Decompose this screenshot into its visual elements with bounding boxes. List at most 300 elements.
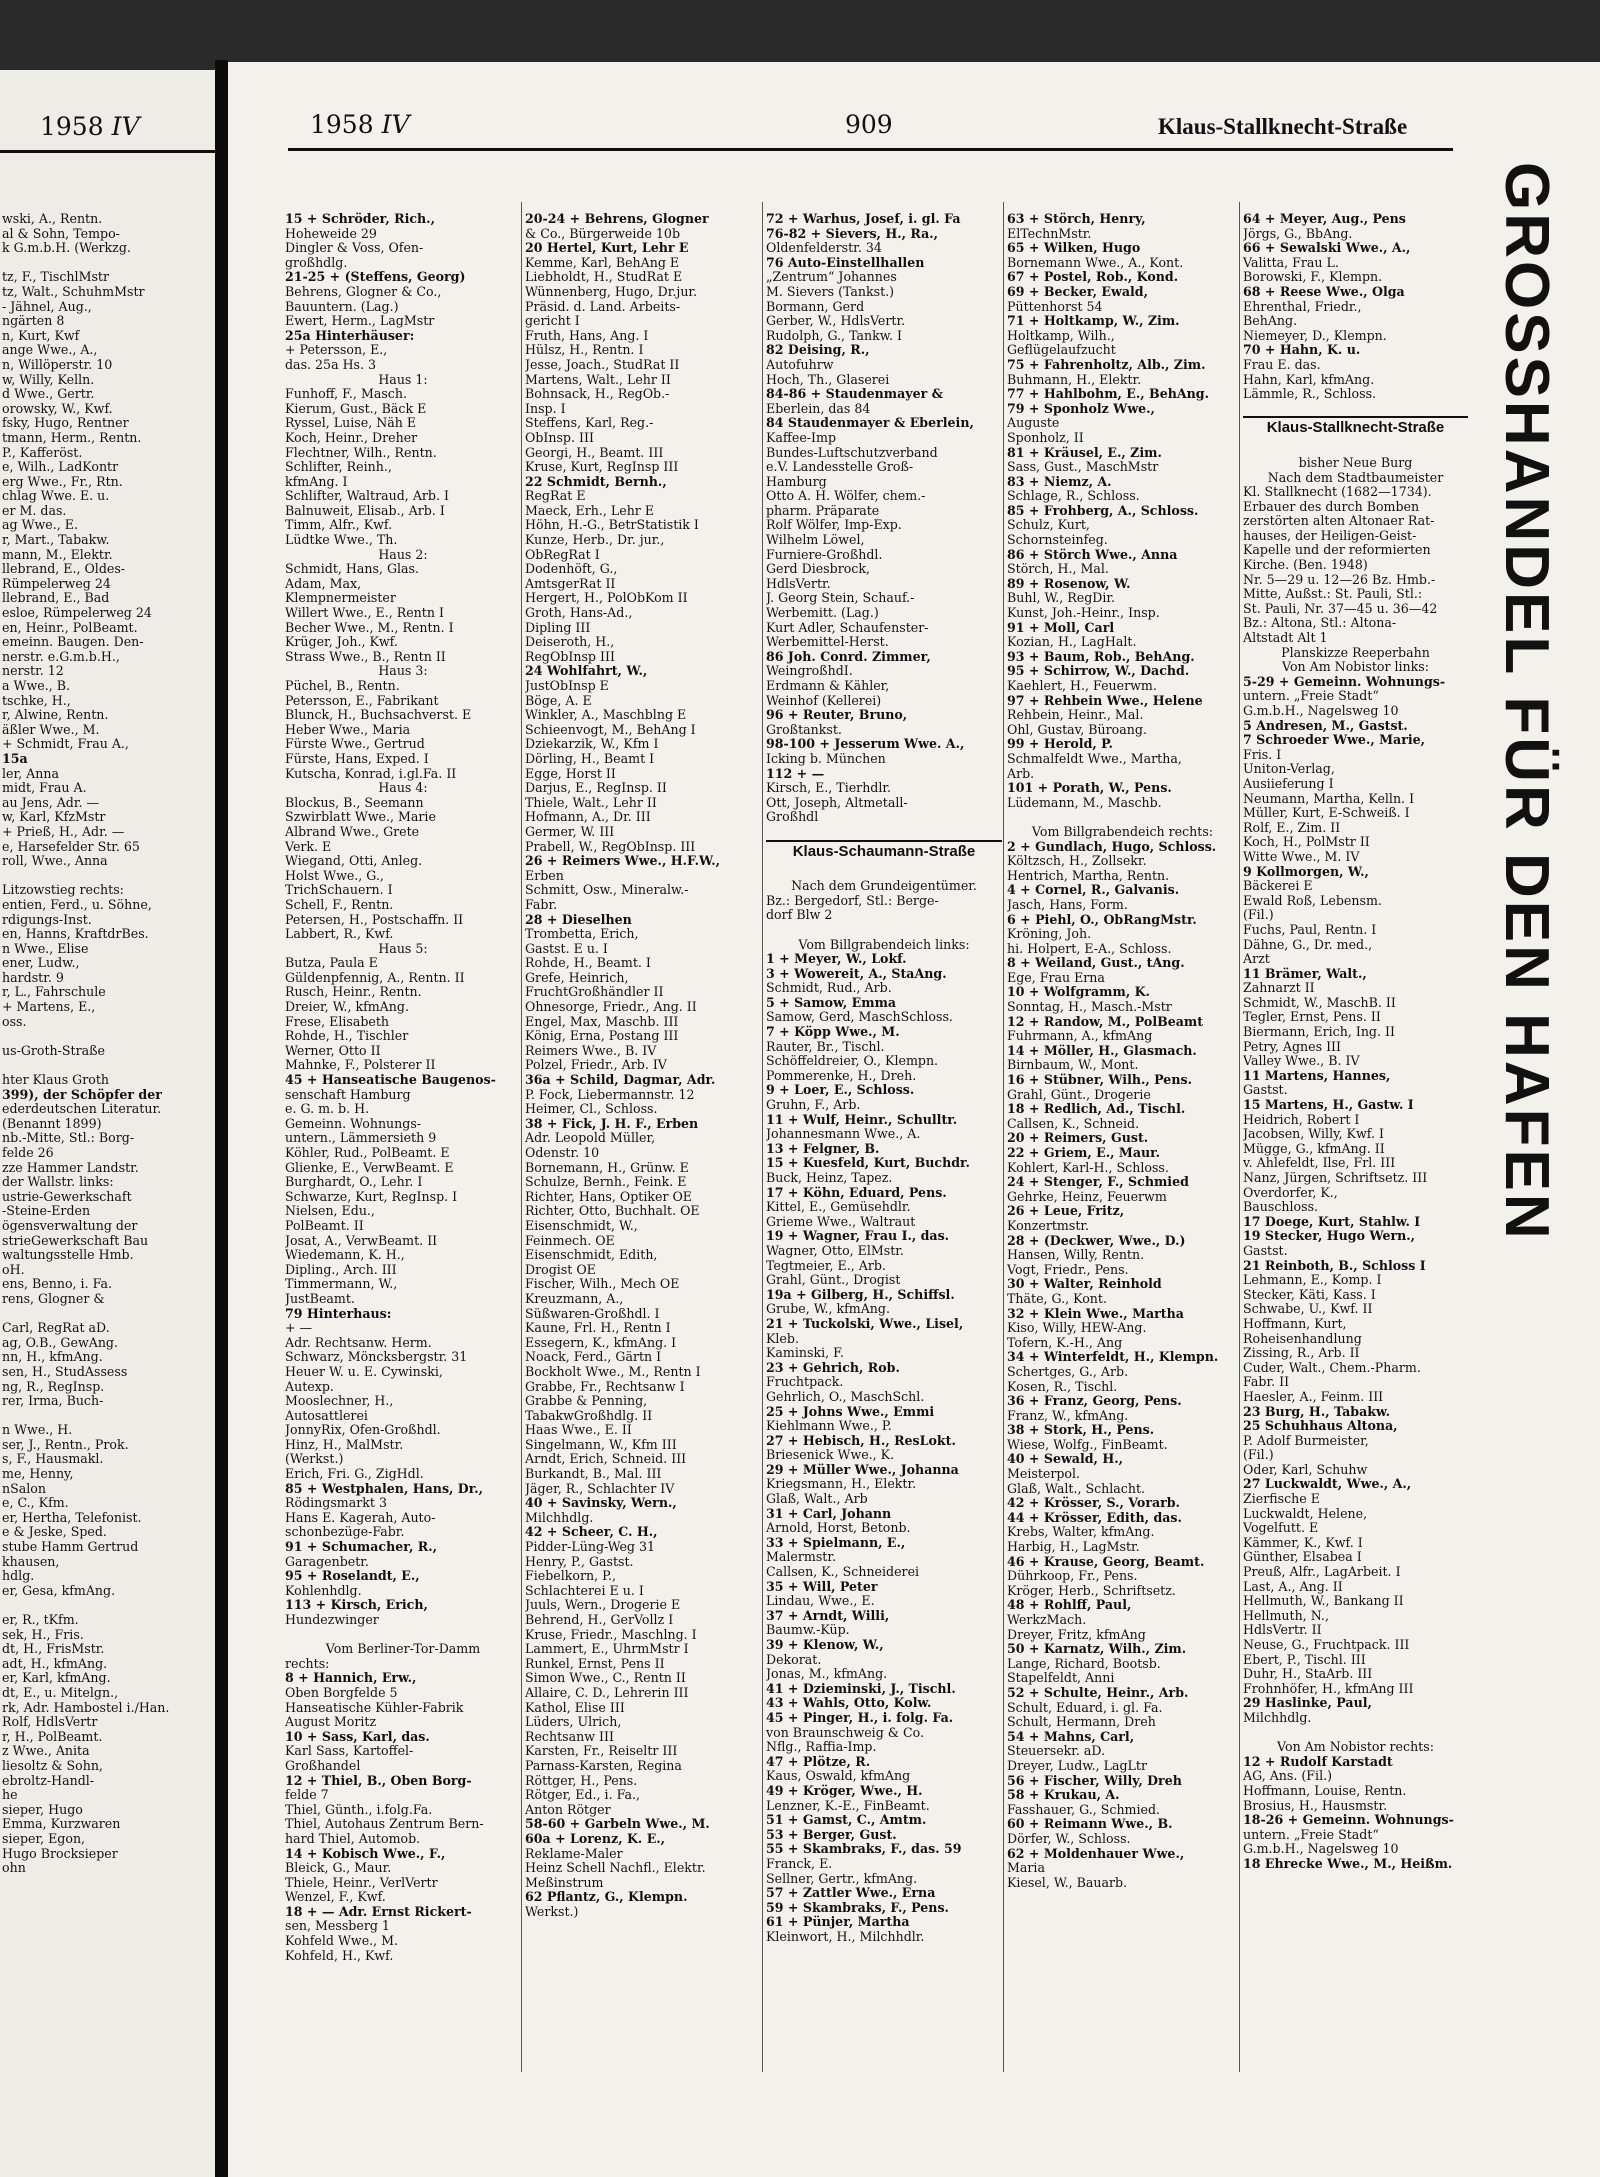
directory-entry: r, L., Fahrschule — [2, 984, 106, 1000]
directory-entry: 72 + Warhus, Josef, i. gl. Fa — [766, 212, 961, 226]
directory-entry: BehAng. — [1243, 313, 1298, 329]
directory-entry: Vom Billgrabendeich links: — [798, 936, 970, 952]
column-divider — [1239, 202, 1240, 2072]
directory-entry — [2, 1409, 212, 1424]
directory-entry: 83 + Niemz, A. — [1007, 473, 1112, 489]
directory-entry: Maeck, Erh., Lehr E — [525, 502, 655, 518]
directory-column-5 — [1243, 212, 1468, 2062]
directory-entry: Heidrich, Robert I — [1243, 1111, 1360, 1127]
directory-entry: Baumw.-Küp. — [766, 1622, 850, 1638]
directory-entry: Schieenvogt, M., BehAng I — [525, 721, 696, 737]
directory-entry: 79 + Sponholz Wwe., — [1007, 400, 1155, 416]
directory-entry: 42 + Krösser, S., Vorarb. — [1007, 1495, 1180, 1511]
directory-entry: 64 + Meyer, Aug., Pens — [1243, 212, 1406, 226]
directory-entry: Hans E. Kagerah, Auto- — [285, 1509, 436, 1525]
directory-entry: llebrand, E., Bad — [2, 590, 110, 606]
directory-entry: Hoffmann, Louise, Rentn. — [1243, 1782, 1407, 1798]
directory-entry: 54 + Mahns, Carl, — [1007, 1728, 1135, 1744]
directory-entry: 48 + Rohlff, Paul, — [1007, 1597, 1132, 1613]
directory-entry: 7 + Köpp Wwe., M. — [766, 1024, 900, 1040]
directory-entry: FruchtGroßhändler II — [525, 984, 664, 1000]
directory-entry: Hamburg — [766, 473, 827, 489]
directory-entry: Fischer, Wilh., Mech OE — [525, 1276, 680, 1292]
directory-entry: Verk. E — [285, 838, 332, 854]
directory-entry: 66 + Sewalski Wwe., A., — [1243, 240, 1411, 256]
directory-entry: dorf Blw 2 — [766, 907, 833, 923]
directory-entry: Birnbaum, W., Mont. — [1007, 1057, 1139, 1073]
directory-entry: Kurt Adler, Schaufenster- — [766, 619, 929, 635]
directory-entry: sen, H., StudAssess — [2, 1363, 128, 1379]
directory-entry: Hentrich, Martha, Rentn. — [1007, 867, 1170, 883]
left-page-header — [40, 112, 140, 141]
directory-entry: Kittel, E., Gemüsehdlr. — [766, 1199, 911, 1215]
directory-entry: 82 Deising, R., — [766, 342, 870, 358]
directory-entry: Karl Sass, Kartoffel- — [285, 1743, 414, 1759]
directory-entry: Kiso, Willy, HEW-Ang. — [1007, 1320, 1147, 1336]
directory-entry: Bormann, Gerd — [766, 298, 865, 314]
directory-entry: nerstr. e.G.m.b.H., — [2, 648, 120, 664]
directory-column-2 — [525, 212, 761, 2062]
directory-entry: Köhler, Rud., PolBeamt. E — [285, 1145, 450, 1160]
directory-entry: Kaminski, F. — [766, 1345, 844, 1361]
directory-entry: (Fil.) — [1243, 1447, 1274, 1463]
directory-entry: G.m.b.H., Nagelsweg 10 — [1243, 1841, 1399, 1857]
directory-entry: Schöffeldreier, O., Klempn. — [766, 1053, 939, 1069]
directory-entry: Milchhdlg. — [1243, 1709, 1312, 1725]
directory-entry: Ege, Frau Erna — [1007, 969, 1105, 985]
directory-entry: Roheisenhandlung — [1243, 1330, 1362, 1346]
directory-entry: Tegler, Ernst, Pens. II — [1243, 1009, 1381, 1025]
directory-entry: Kriegsmann, H., Elektr. — [766, 1476, 917, 1492]
directory-entry: 86 + Störch Wwe., Anna — [1007, 546, 1178, 562]
directory-entry: 10 + Sass, Karl, das. — [285, 1728, 430, 1744]
directory-entry: Nielsen, Edu., — [285, 1203, 375, 1219]
directory-entry: TabakwGroßhdlg. II — [525, 1407, 653, 1423]
directory-entry: 3 + Wowereit, A., StaAng. — [766, 965, 947, 981]
directory-entry: Rudolph, G., Tankw. I — [766, 327, 903, 343]
directory-entry: Hoheweide 29 — [285, 225, 377, 241]
directory-entry: Frau E. das. — [1243, 356, 1321, 372]
directory-entry: Dekorat. — [766, 1651, 822, 1667]
directory-entry: Oben Borgfelde 5 — [285, 1684, 398, 1700]
directory-entry: 22 + Griem, E., Maur. — [1007, 1145, 1160, 1160]
directory-entry: Bäckerei E — [1243, 878, 1313, 894]
directory-entry: Gastst. — [1243, 1082, 1288, 1098]
directory-entry: Hundezwinger — [285, 1612, 379, 1627]
directory-entry: Rolf, HdlsVertr — [2, 1714, 98, 1730]
directory-entry: 27 Luckwaldt, Wwe., A., — [1243, 1476, 1412, 1492]
directory-entry: Jäger, R., Schlachter IV — [525, 1480, 675, 1496]
directory-entry: 50 + Karnatz, Wilh., Zim. — [1007, 1641, 1187, 1657]
directory-entry: Darjus, E., RegInsp. II — [525, 780, 667, 796]
directory-entry: oss. — [2, 1013, 27, 1029]
directory-entry: Geflügelaufzucht — [1007, 342, 1116, 358]
directory-entry: Simon Wwe., C., Rentn II — [525, 1670, 686, 1686]
directory-entry: Werbemittel-Herst. — [766, 634, 889, 650]
directory-entry: Dipling III — [525, 619, 591, 635]
directory-entry: 69 + Becker, Ewald, — [1007, 283, 1148, 299]
directory-entry: Hoch, Th., Glaserei — [766, 371, 890, 387]
directory-entry: zerstörten alten Altonaer Rat- — [1243, 513, 1435, 529]
directory-entry: al & Sohn, Tempo- — [2, 225, 120, 241]
directory-entry: Karsten, Fr., Reiseltr III — [525, 1743, 678, 1759]
directory-entry: Arzt — [1243, 951, 1270, 967]
directory-entry: Böge, A. E — [525, 692, 592, 708]
directory-entry: Dreier, W., kfmAng. — [285, 999, 409, 1015]
directory-entry: Valley Wwe., B. IV — [1243, 1053, 1360, 1069]
directory-entry: Zierfische E — [1243, 1491, 1320, 1507]
directory-entry — [2, 1029, 212, 1044]
directory-entry: 2 + Gundlach, Hugo, Schloss. — [1007, 838, 1217, 854]
directory-entry: Kapelle und der reformierten — [1243, 542, 1431, 558]
directory-entry: e.V. Landesstelle Groß- — [766, 459, 914, 475]
directory-entry: Kemme, Karl, BehAng E — [525, 254, 680, 270]
directory-entry: Timm, Alfr., Kwf. — [285, 517, 393, 533]
directory-entry: Schornsteinfeg. — [1007, 532, 1108, 548]
directory-entry: 37 + Arndt, Willi, — [766, 1607, 890, 1623]
directory-entry: Egge, Horst II — [525, 765, 616, 781]
directory-entry: 86 Joh. Conrd. Zimmer, — [766, 648, 931, 664]
directory-entry: Parnass-Karsten, Regina — [525, 1757, 682, 1773]
directory-entry: 32 + Klein Wwe., Martha — [1007, 1305, 1184, 1321]
directory-entry: 36a + Schild, Dagmar, Adr. — [525, 1072, 716, 1088]
directory-entry: llebrand, E., Oldes- — [2, 561, 126, 577]
directory-entry: 58 + Krukau, A. — [1007, 1787, 1120, 1803]
directory-entry: Harbig, H., LagMstr. — [1007, 1539, 1140, 1555]
directory-entry: Heimer, Cl., Schloss. — [525, 1101, 658, 1117]
directory-entry: r, Mart., Tabakw. — [2, 532, 110, 548]
directory-entry: 76-82 + Sievers, H., Ra., — [766, 225, 939, 241]
directory-entry: w, Karl, KfzMstr — [2, 809, 106, 825]
directory-entry: au Jens, Adr. — — [2, 794, 100, 810]
directory-entry: Biermann, Erich, Ing. II — [1243, 1024, 1395, 1040]
directory-entry: 62 Pflantz, G., Klempn. — [525, 1889, 688, 1905]
directory-entry: tz, Walt., SchuhmMstr — [2, 283, 145, 299]
directory-entry — [1243, 441, 1468, 456]
directory-entry: 70 + Hahn, K. u. — [1243, 342, 1361, 358]
directory-entry: Konzertmstr. — [1007, 1217, 1090, 1233]
directory-entry: tmann, Herm., Rentn. — [2, 429, 142, 445]
directory-entry: Gehrlich, O., MaschSchl. — [766, 1388, 925, 1404]
directory-entry: schonbezüge-Fabr. — [285, 1524, 405, 1540]
directory-entry: tschke, H., — [2, 692, 71, 708]
directory-entry: 57 + Zattler Wwe., Erna — [766, 1885, 936, 1901]
directory-entry: Wiedemann, K. H., — [285, 1247, 405, 1263]
directory-entry: 41 + Dzieminski, J., Tischl. — [766, 1680, 956, 1696]
directory-entry: Rohde, H., Beamt. I — [525, 955, 651, 971]
directory-entry: Essegern, K., kfmAng. I — [525, 1334, 677, 1350]
directory-entry: 113 + Kirsch, Erich, — [285, 1597, 428, 1613]
directory-entry: Güldenpfennig, A., Rentn. II — [285, 969, 465, 985]
directory-entry: 17 + Köhn, Eduard, Pens. — [766, 1184, 947, 1200]
directory-entry: Kaehlert, H., Feuerwm. — [1007, 678, 1157, 693]
directory-entry: zze Hammer Landstr. — [2, 1159, 139, 1175]
directory-entry: a Wwe., B. — [2, 678, 70, 693]
directory-entry: Allaire, C. D., Lehrerin III — [525, 1684, 689, 1700]
directory-entry: 101 + Porath, W., Pens. — [1007, 780, 1172, 796]
directory-entry: Callsen, K., Schneiderei — [766, 1564, 920, 1580]
directory-entry: Groth, Hans-Ad., — [525, 605, 633, 621]
directory-entry: Bornemann Wwe., A., Kont. — [1007, 254, 1184, 270]
directory-entry: bisher Neue Burg — [1298, 454, 1413, 470]
directory-entry: ObRegRat I — [525, 546, 600, 562]
directory-entry: Kaffee-Imp — [766, 429, 837, 445]
directory-entry: 30 + Walter, Reinhold — [1007, 1276, 1162, 1292]
directory-entry: 29 + Müller Wwe., Johanna — [766, 1461, 959, 1477]
directory-entry: Hülsz, H., Rentn. I — [525, 342, 644, 358]
directory-entry: 112 + — — [766, 765, 825, 781]
directory-entry: Ewert, Herm., LagMstr — [285, 313, 435, 329]
directory-entry: Richter, Otto, Buchhalt. OE — [525, 1203, 700, 1219]
directory-entry: Werkst.) — [525, 1903, 579, 1919]
directory-entry: 22 Schmidt, Bernh., — [525, 473, 667, 489]
directory-entry: r, Alwine, Rentn. — [2, 707, 109, 723]
directory-entry: 95 + Schirrow, W., Dachd. — [1007, 663, 1190, 679]
directory-entry: Dingler & Voss, Ofen- — [285, 240, 424, 256]
directory-entry: sek, H., Fris. — [2, 1626, 84, 1642]
directory-entry: ElTechnMstr. — [1007, 225, 1092, 241]
directory-entry: rer, Irma, Buch- — [2, 1393, 104, 1409]
directory-entry: Gehrke, Heinz, Feuerwm — [1007, 1188, 1167, 1204]
directory-entry — [2, 1307, 212, 1322]
directory-entry: Thiele, Walt., Lehr II — [525, 794, 657, 810]
directory-entry: Ott, Joseph, Altmetall- — [766, 794, 908, 810]
directory-entry: Kunze, Herb., Dr. jur., — [525, 532, 665, 548]
directory-entry: 19 Stecker, Hugo Wern., — [1243, 1228, 1416, 1244]
directory-entry: P. Adolf Burmeister, — [1243, 1432, 1369, 1448]
directory-entry: hdlg. — [2, 1568, 35, 1584]
directory-entry: P., Kafferöst. — [2, 444, 83, 460]
directory-entry: 71 + Holtkamp, W., Zim. — [1007, 313, 1180, 329]
directory-entry: Bz.: Bergedorf, Stl.: Berge- — [766, 892, 939, 908]
directory-entry: Nr. 5—29 u. 12—26 Bz. Hmb.- — [1243, 571, 1436, 587]
directory-entry: 9 + Loer, E., Schloss. — [766, 1082, 915, 1098]
directory-entry: das. 25a Hs. 3 — [285, 356, 377, 372]
directory-entry: dt, H., FrisMstr. — [2, 1641, 105, 1657]
directory-entry: 40 + Sewald, H., — [1007, 1451, 1123, 1467]
directory-entry: rdigungs-Inst. — [2, 911, 92, 927]
directory-entry: e & Jeske, Sped. — [2, 1524, 107, 1540]
directory-entry: Fabr. II — [1243, 1374, 1290, 1390]
directory-entry: Rauter, Br., Tischl. — [766, 1038, 885, 1054]
directory-entry: 18 + — Adr. Ernst Rickert- — [285, 1903, 472, 1919]
directory-entry: Altstadt Alt 1 — [1243, 630, 1328, 646]
directory-entry: Kleinwort, H., Milchhdlr. — [766, 1928, 925, 1944]
directory-entry: Gerber, W., HdlsVertr. — [766, 313, 906, 329]
directory-entry: Schwarz, Möncksbergstr. 31 — [285, 1349, 468, 1365]
directory-entry: Schult, Eduard, i. gl. Fa. — [1007, 1699, 1163, 1715]
directory-entry: Lüdtke Wwe., Th. — [285, 532, 398, 548]
directory-entry: großhdlg. — [285, 254, 348, 270]
directory-entry: hard Thiel, Automob. — [285, 1830, 421, 1846]
directory-entry: 81 + Kräusel, E., Zim. — [1007, 444, 1162, 460]
directory-entry: 11 + Wulf, Heinr., Schulltr. — [766, 1111, 958, 1127]
directory-entry: Eisenschmidt, W., — [525, 1217, 638, 1233]
directory-entry — [2, 1058, 212, 1073]
directory-entry: 18 Ehrecke Wwe., M., Heißm. — [1243, 1855, 1453, 1871]
directory-entry: en, Hanns, KraftdrBes. — [2, 926, 149, 942]
directory-entry: 85 + Frohberg, A., Schloss. — [1007, 502, 1199, 518]
directory-entry: Fruchtpack. — [766, 1374, 844, 1390]
directory-entry: Trombetta, Erich, — [525, 926, 639, 942]
directory-entry: Jacobsen, Willy, Kwf. I — [1243, 1126, 1384, 1142]
directory-entry: Carl, RegRat aD. — [2, 1320, 110, 1336]
directory-entry: Kiehlmann Wwe., P. — [766, 1418, 892, 1434]
directory-entry: s, F., Hausmakl. — [2, 1451, 104, 1467]
header-rule — [0, 150, 215, 153]
directory-entry: Kröning, Joh. — [1007, 926, 1092, 942]
directory-entry: Callsen, K., Schneid. — [1007, 1115, 1140, 1131]
directory-entry: 63 + Störch, Henry, — [1007, 212, 1146, 226]
directory-entry: Glienke, E., VerwBeamt. E — [285, 1159, 454, 1175]
directory-entry: Krebs, Walter, kfmAng. — [1007, 1524, 1155, 1540]
directory-entry: Neumann, Martha, Kelln. I — [1243, 790, 1415, 806]
directory-entry: (Werkst.) — [285, 1451, 344, 1467]
directory-entry: Henry, P., Gastst. — [525, 1553, 634, 1569]
directory-entry: Ewald Roß, Lebensm. — [1243, 892, 1382, 908]
directory-entry: 52 + Schulte, Heinr., Arb. — [1007, 1684, 1189, 1700]
directory-entry: Süßwaren-Großhdl. I — [525, 1305, 660, 1321]
directory-entry: 11 Brämer, Walt., — [1243, 965, 1367, 981]
directory-entry: 23 Burg, H., Tabakw. — [1243, 1403, 1390, 1419]
directory-entry: 38 + Stork, H., Pens. — [1007, 1422, 1155, 1438]
directory-entry: 19 + Wagner, Frau I., das. — [766, 1228, 950, 1244]
directory-entry: hauses, der Heiligen-Geist- — [1243, 527, 1417, 543]
directory-entry: G.m.b.H., Nagelsweg 10 — [1243, 703, 1399, 718]
directory-entry: + Martens, E., — [2, 999, 96, 1015]
directory-entry: Runkel, Ernst, Pens II — [525, 1655, 665, 1671]
directory-entry: Meisterpol. — [1007, 1466, 1081, 1482]
directory-entry: HdlsVertr. — [766, 575, 831, 591]
directory-entry: Deiseroth, H., — [525, 634, 615, 650]
directory-entry: Grabbe, Fr., Rechtsanw I — [525, 1378, 685, 1394]
directory-entry: Pidder-Lüng-Weg 31 — [525, 1539, 656, 1555]
directory-entry: + Schmidt, Frau A., — [2, 736, 129, 752]
directory-entry: 8 + Weiland, Gust., tAng. — [1007, 955, 1185, 971]
directory-entry: 47 + Plötze, R. — [766, 1753, 871, 1769]
directory-entry: rk, Adr. Hambostel i./Han. — [2, 1699, 170, 1715]
directory-entry: Arb. — [1007, 765, 1035, 781]
directory-entry: Rusch, Heinr., Rentn. — [285, 984, 422, 1000]
directory-entry: 58-60 + Garbeln Wwe., M. — [525, 1816, 710, 1832]
directory-entry: Fasshauer, G., Schmied. — [1007, 1801, 1161, 1817]
directory-entry — [1243, 1726, 1468, 1741]
directory-entry: Holst Wwe., G., — [285, 867, 384, 883]
directory-entry: Reimers Wwe., B. IV — [525, 1042, 657, 1058]
directory-entry: Autofuhrw — [766, 356, 834, 372]
directory-entry: + Petersson, E., — [285, 342, 388, 358]
directory-entry: Gemeinn. Wohnungs- — [285, 1115, 422, 1131]
directory-entry: Schult, Hermann, Dreh — [1007, 1714, 1156, 1730]
directory-entry: 91 + Schumacher, R., — [285, 1539, 437, 1555]
right-volume: IV — [381, 110, 410, 139]
directory-entry: Frese, Elisabeth — [285, 1013, 390, 1029]
directory-entry: Heinz Schell Nachfl., Elektr. — [525, 1860, 706, 1876]
directory-entry: 28 + (Deckwer, Wwe., D.) — [1007, 1232, 1186, 1248]
directory-entry: Nach dem Grundeigentümer. — [791, 878, 977, 894]
directory-entry: Wilhelm Löwel, — [766, 532, 865, 548]
directory-entry: Jasch, Hans, Form. — [1007, 896, 1128, 912]
directory-entry: ser, J., Rentn., Prok. — [2, 1436, 129, 1452]
directory-entry: Jesse, Joach., StudRat II — [525, 356, 680, 372]
directory-entry: Haus 5: — [378, 940, 428, 956]
directory-entry: Sass, Gust., MaschMstr — [1007, 459, 1159, 475]
directory-entry: 14 + Kobisch Wwe., F., — [285, 1845, 446, 1861]
directory-entry: Haesler, A., Feinm. III — [1243, 1388, 1384, 1404]
directory-entry: Weinhof (Kellerei) — [766, 692, 882, 708]
directory-entry: Dodenhöft, G., — [525, 561, 618, 577]
directory-entry: Bundes-Luftschutzverband — [766, 444, 938, 460]
directory-entry: er, Karl, kfmAng. — [2, 1670, 111, 1686]
directory-entry: Zissing, R., Arb. II — [1243, 1345, 1360, 1361]
directory-entry: Cuder, Walt., Chem.-Pharm. — [1243, 1359, 1421, 1375]
directory-entry: adt, H., kfmAng. — [2, 1655, 108, 1671]
directory-entry: 15a — [2, 750, 28, 766]
directory-entry: Bornemann, H., Grünw. E — [525, 1159, 689, 1175]
directory-entry: Ohl, Gustav, Büroang. — [1007, 721, 1147, 737]
directory-entry: Störch, H., Mal. — [1007, 561, 1109, 577]
directory-entry: Schmidt, W., MaschB. II — [1243, 994, 1396, 1010]
directory-entry: 4 + Cornel, R., Galvanis. — [1007, 882, 1180, 898]
directory-entry: Dörling, H., Beamt I — [525, 750, 655, 766]
directory-entry: Kröger, Herb., Schriftsetz. — [1007, 1582, 1176, 1598]
directory-entry: Funhoff, F., Masch. — [285, 386, 407, 402]
directory-entry: Jörgs, G., BbAng. — [1243, 225, 1353, 241]
directory-entry: Kohlenhdlg. — [285, 1582, 362, 1598]
directory-entry: 18 + Redlich, Ad., Tischl. — [1007, 1101, 1186, 1117]
directory-entry: August Moritz — [285, 1714, 377, 1730]
directory-entry: Rötger, Ed., i. Fa., — [525, 1787, 640, 1803]
directory-entry: 38 + Fick, J. H. F., Erben — [525, 1115, 699, 1131]
directory-entry: Lindau, Wwe., E. — [766, 1593, 875, 1609]
directory-entry: Rolf, E., Zim. II — [1243, 819, 1341, 835]
directory-entry: ohn — [2, 1860, 26, 1876]
directory-entry: Költzsch, H., Zollsekr. — [1007, 853, 1147, 869]
directory-entry: Balnuweit, Elisab., Arb. I — [285, 502, 445, 518]
directory-entry: Großhdl — [766, 809, 819, 825]
directory-entry: 35 + Will, Peter — [766, 1578, 878, 1594]
directory-entry: pharm. Präparate — [766, 502, 880, 518]
column-divider — [762, 202, 763, 2072]
directory-entry: Anton Rötger — [525, 1801, 611, 1817]
directory-entry: Buck, Heinz, Tapez. — [766, 1170, 893, 1185]
directory-entry: Kutscha, Konrad, i.gl.Fa. II — [285, 765, 457, 781]
directory-entry: Witte Wwe., M. IV — [1243, 848, 1360, 864]
directory-entry: Georgi, H., Beamt. III — [525, 444, 664, 460]
directory-entry: Kunst, Joh.-Heinr., Insp. — [1007, 605, 1160, 621]
directory-entry: 23 + Gehrich, Rob. — [766, 1359, 900, 1375]
directory-entry: Kaus, Oswald, kfmAng — [766, 1768, 911, 1784]
directory-entry — [1243, 402, 1468, 417]
directory-entry: Otto A. H. Wölfer, chem.- — [766, 488, 926, 504]
directory-entry: JustBeamt. — [285, 1290, 355, 1306]
directory-entry: RegObInsp III — [525, 648, 615, 664]
directory-entry: 44 + Krösser, Edith, das. — [1007, 1509, 1182, 1525]
directory-entry: Thiel, Günth., i.folg.Fa. — [285, 1801, 433, 1817]
directory-entry: r, H., PolBeamt. — [2, 1728, 103, 1744]
directory-entry: Valitta, Frau L. — [1243, 254, 1339, 270]
directory-entry: Erben — [525, 867, 564, 883]
directory-entry: 91 + Moll, Carl — [1007, 619, 1115, 635]
directory-entry: Liebholdt, H., StudRat E — [525, 269, 683, 285]
directory-entry: 14 + Möller, H., Glasmach. — [1007, 1042, 1197, 1058]
directory-entry: 25 Schuhhaus Altona, — [1243, 1418, 1398, 1434]
directory-entry: 45 + Hanseatische Baugenos- — [285, 1072, 496, 1088]
directory-entry: fsky, Hugo, Rentner — [2, 415, 129, 431]
directory-entry: Dipling., Arch. III — [285, 1261, 397, 1277]
directory-entry: Hergert, H., PolObKom II — [525, 590, 688, 606]
directory-entry: entien, Ferd., u. Söhne, — [2, 896, 152, 912]
